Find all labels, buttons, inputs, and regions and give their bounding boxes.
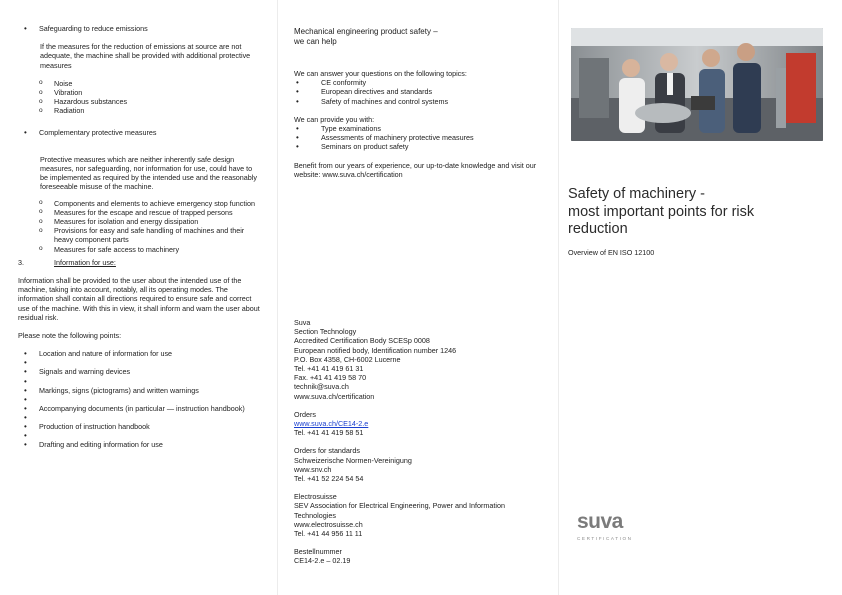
benefit-text: Benefit from our years of experience, our up-to-date knowledge and visit our website: www.suva.ch/certification	[294, 160, 537, 179]
standards-line: Schweizerische Normen-Vereinigung	[294, 455, 412, 465]
spacer	[18, 377, 260, 386]
column-middle	[278, 0, 559, 595]
title-block	[568, 186, 838, 257]
spacer	[18, 395, 260, 404]
list-item: o Noise	[18, 79, 260, 88]
list-item: • Markings, signs (pictograms) and written warnings	[18, 386, 260, 395]
contact-line: P.O. Box 4358, CH-6002 Lucerne	[294, 354, 401, 364]
list-item: • Signals and warning devices	[18, 367, 260, 376]
list-item: • European directives and standards	[290, 87, 543, 96]
bullet-complementary: • Complementary protective measures	[18, 128, 260, 137]
column-left	[0, 0, 278, 595]
electro-line: SEV Association for Electrical Engineering, Power and Information Technologies	[294, 501, 505, 520]
list-item: • Accompanying documents (in particular — instruction handbook)	[18, 404, 260, 413]
list-item: • Assessments of machinery protective measures	[290, 133, 543, 142]
section-complementary	[18, 128, 260, 137]
contact-line: Fax. +41 41 419 58 70	[294, 373, 367, 383]
list-item: • CE conformity	[290, 78, 543, 87]
spacer	[18, 431, 260, 440]
list-item: o Measures for the escape and rescue of trapped persons	[18, 208, 260, 217]
bullet-emissions: • Safeguarding to reduce emissions	[18, 24, 260, 33]
orders-link[interactable]: www.suva.ch/CE14-2.e	[294, 419, 369, 429]
order-number-label: Bestellnummer	[294, 547, 342, 557]
electro-line: www.electrosuisse.ch	[294, 519, 363, 529]
list-item: o Vibration	[18, 88, 260, 97]
complementary-list	[18, 199, 260, 254]
answer-intro: We can answer your questions on the following topics:	[294, 69, 467, 78]
column-right	[559, 0, 842, 595]
information-text: Information shall be provided to the user about the intended use of the machine, taking into account, notably, all its operating modes. The information shall contain all directions required to ensure safe and correct use of the machine. With this in view, it shall inform and warn the user about residual risk.	[18, 276, 260, 322]
answer-list	[290, 78, 543, 106]
complementary-intro: Protective measures which are neither inherently safe design measures, nor safeguarding, nor information for use, could have to be implemented as required by the intended use and the reasonably foreseeable misuse of the machine.	[40, 154, 257, 192]
help-heading-line2: we can help	[294, 37, 337, 46]
list-item: o Hazardous substances	[18, 97, 260, 106]
list-item: o Measures for safe access to machinery	[18, 245, 260, 254]
section-title: Information for use:	[54, 257, 116, 267]
standards-line: Orders for standards	[294, 446, 360, 456]
provide-list	[290, 124, 543, 152]
orders-label: Orders	[294, 409, 316, 419]
contact-line: European notified body, Identification number 1246	[294, 345, 457, 355]
suva-logo	[577, 511, 633, 541]
contact-website: www.suva.ch/certification	[294, 391, 375, 401]
orders-tel: Tel. +41 41 419 58 51	[294, 428, 364, 438]
section-emissions	[18, 24, 260, 33]
section-information-heading	[18, 258, 260, 267]
document-subtitle: Overview of EN ISO 12100	[568, 247, 655, 257]
contact-line: Section Technology	[294, 327, 357, 337]
list-item: • Drafting and editing information for use	[18, 440, 260, 449]
contact-email: technik@suva.ch	[294, 382, 349, 392]
order-number-value: CE14-2.e – 02.19	[294, 556, 351, 566]
standards-line: www.snv.ch	[294, 464, 332, 474]
engineers-photo-image	[571, 28, 823, 141]
contact-line: Tel. +41 41 419 61 31	[294, 364, 364, 374]
list-item: o Provisions for easy and safe handling of machines and their heavy component parts	[18, 226, 260, 244]
contact-block	[294, 318, 544, 566]
help-heading-line1: Mechanical engineering product safety –	[294, 27, 438, 36]
contact-line: Suva	[294, 318, 311, 327]
list-item: o Components and elements to achieve emergency stop function	[18, 199, 260, 208]
logo-subtitle: CERTIFICATION	[577, 536, 633, 541]
standards-line: Tel. +41 52 224 54 54	[294, 474, 364, 484]
contact-line: Accredited Certification Body SCESp 0008	[294, 336, 430, 346]
document-title-line2: most important points for risk	[568, 203, 755, 220]
section-number: 3.	[18, 257, 24, 267]
hero-photo	[571, 28, 823, 141]
information-list	[18, 349, 260, 449]
electro-line: Tel. +41 44 956 11 11	[294, 529, 363, 539]
logo-wordmark: suva	[577, 510, 623, 533]
document-title-line1: Safety of machinery -	[568, 186, 705, 202]
list-item: • Safety of machines and control systems	[290, 97, 543, 106]
emissions-list	[18, 79, 260, 116]
information-note: Please note the following points:	[18, 331, 122, 341]
provide-intro: We can provide you with:	[294, 114, 375, 124]
electro-line: Electrosuisse	[294, 492, 337, 502]
list-item: • Seminars on product safety	[290, 142, 543, 151]
list-item: • Production of instruction handbook	[18, 422, 260, 431]
list-item: • Location and nature of information for use	[18, 349, 260, 358]
list-item: o Measures for isolation and energy dissipation	[18, 217, 260, 226]
list-item: o Radiation	[18, 106, 260, 115]
spacer	[18, 413, 260, 422]
document-title-line3: reduction	[568, 221, 628, 237]
spacer	[18, 358, 260, 367]
list-item: • Type examinations	[290, 124, 543, 133]
emissions-intro: If the measures for the reduction of emissions at source are not adequate, the machine shall be provided with additional protective measures	[40, 42, 251, 70]
